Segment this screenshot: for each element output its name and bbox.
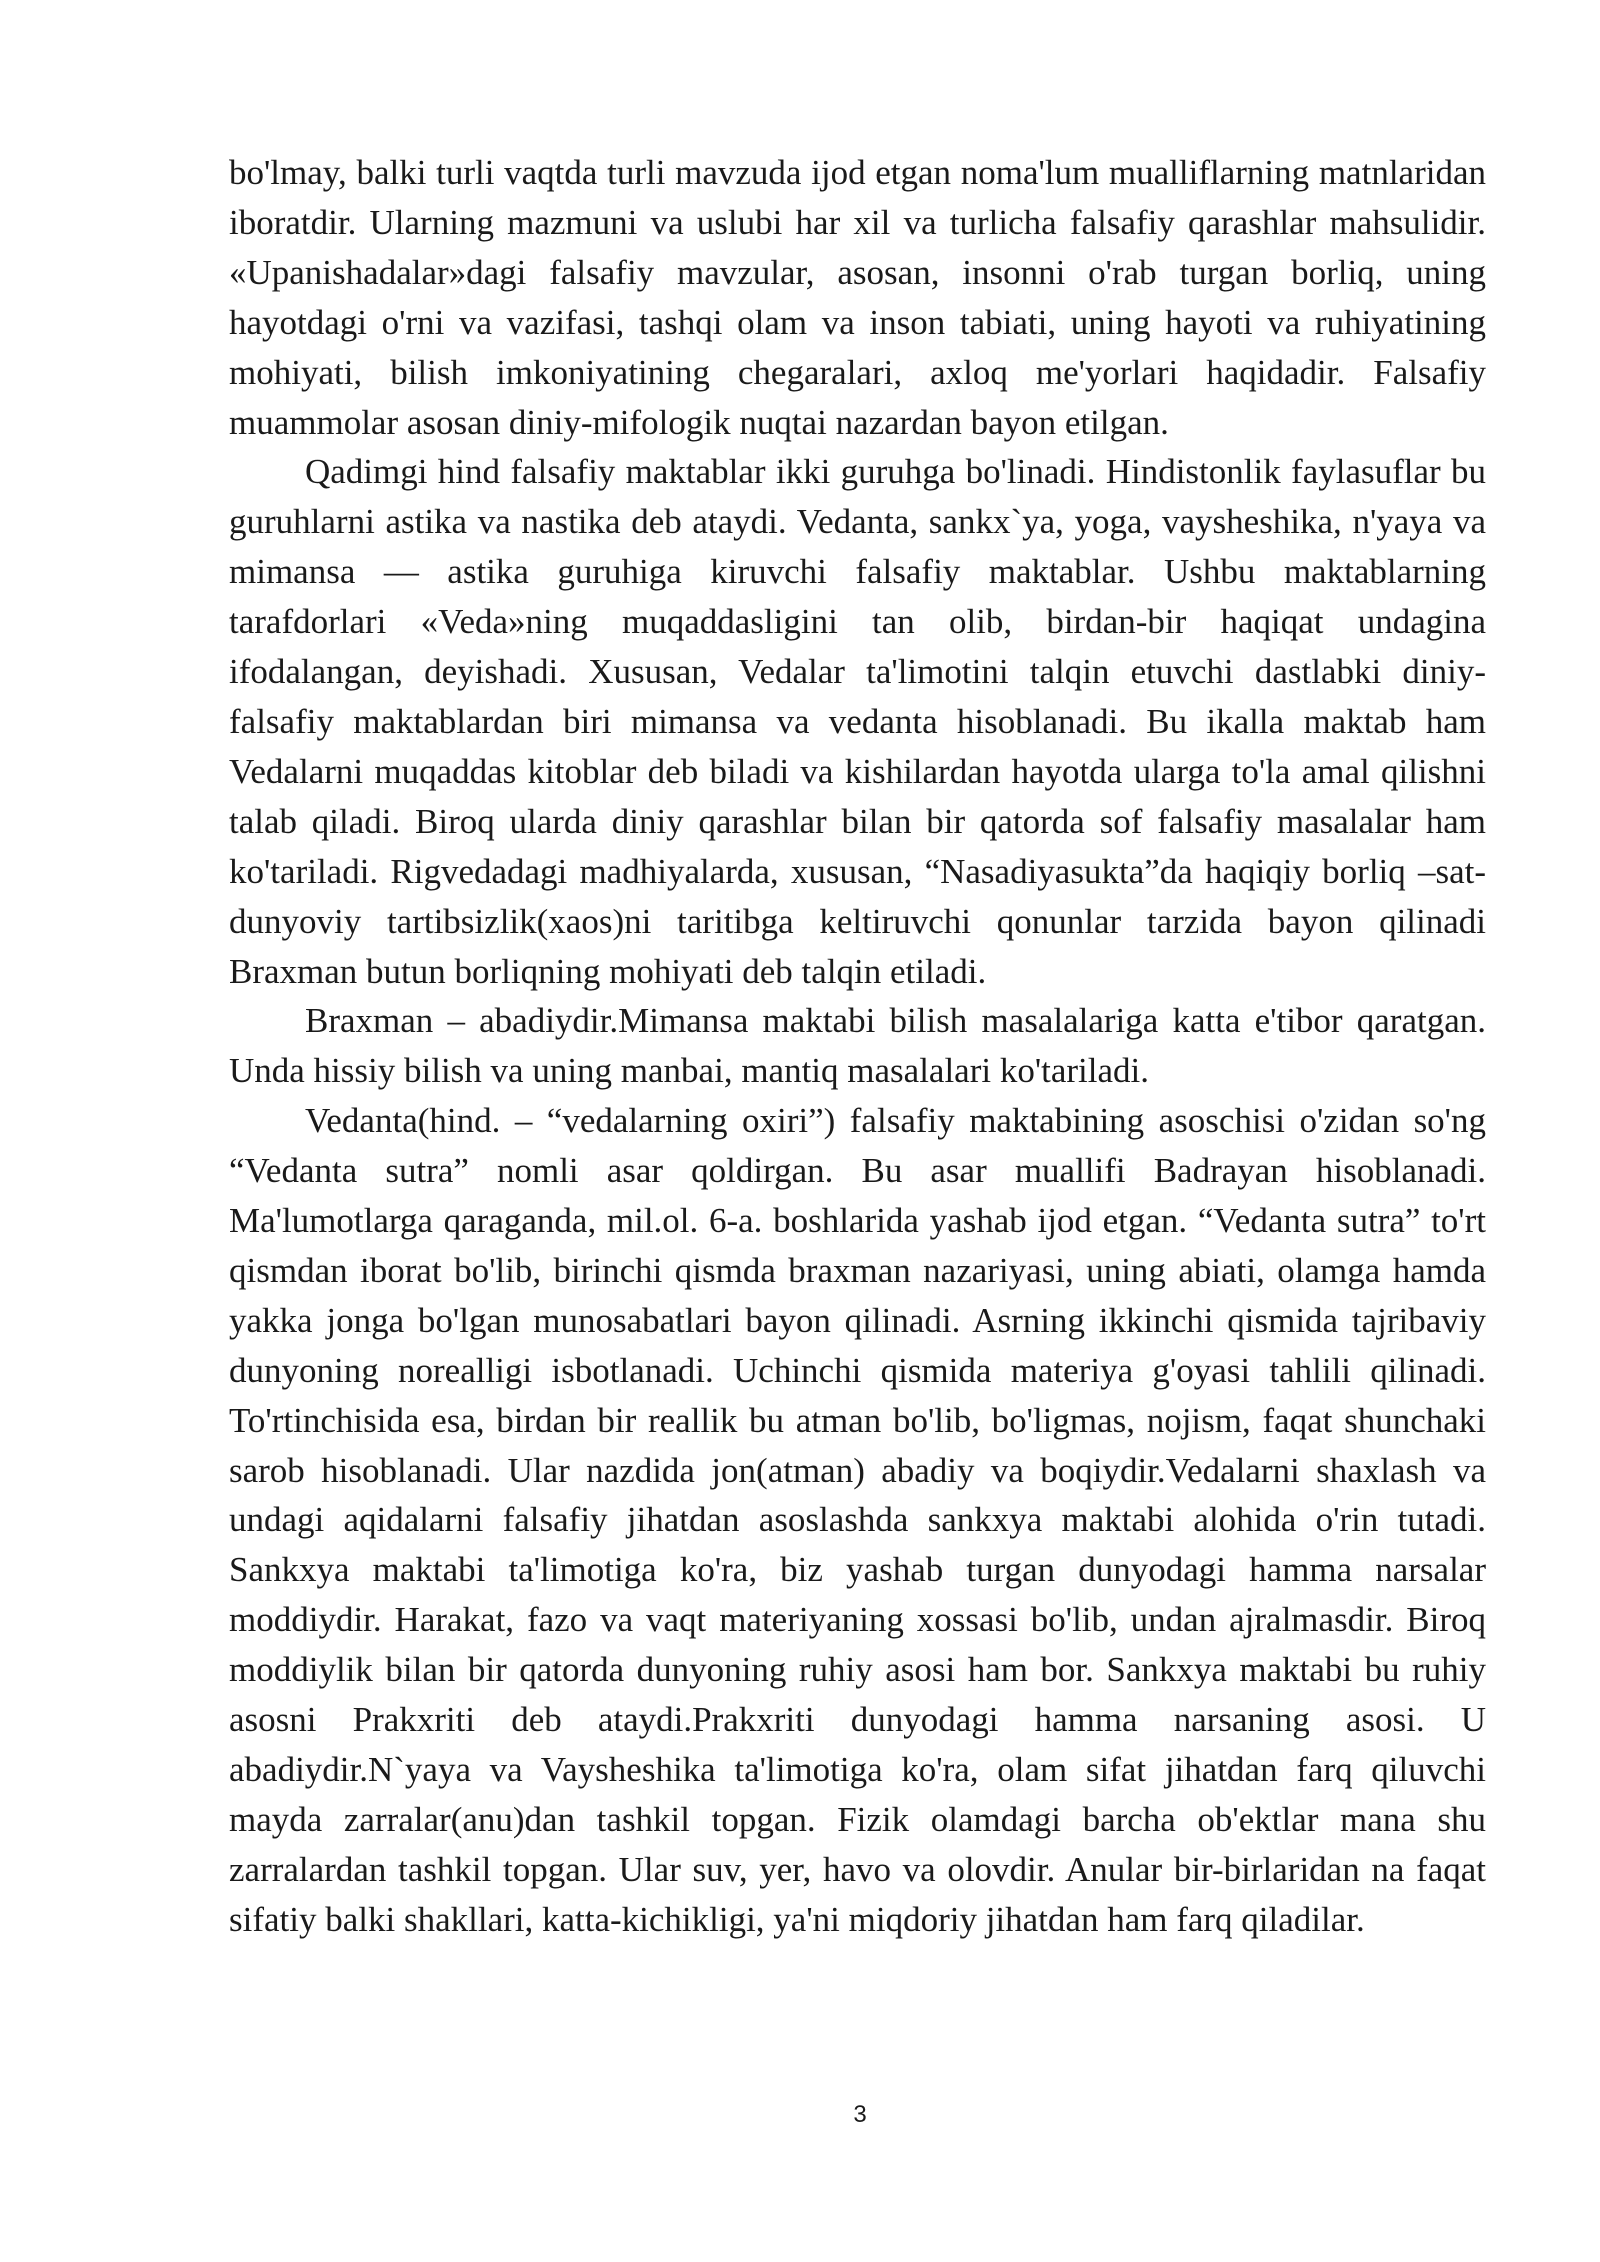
page-number: 3 bbox=[853, 2101, 867, 2128]
body-text bbox=[229, 148, 1486, 1945]
paragraph-hindu-schools: Qadimgi hind falsafiy maktablar ikki guruhga bo'linadi. Hindistonlik faylasuflar bu guruhlarni astika va nastika deb ataydi. Vedanta, sankx`ya, yoga, vaysheshika, n'yaya va mimansa — astika guruhiga kiruvchi falsafiy maktablar. Ushbu maktablarning tarafdorlari «Veda»ning muqaddasligini tan olib, birdan-bir haqiqat undagina ifodalangan, deyishadi. Xususan, Vedalar ta'limotini talqin etuvchi dastlabki diniy-falsafiy maktablardan biri mimansa va vedanta hisoblanadi. Bu ikalla maktab ham Vedalarni muqaddas kitoblar deb biladi va kishilardan hayotda ularga to'la amal qilishni talab qiladi. Biroq ularda diniy qarashlar bilan bir qatorda sof falsafiy masalalar ham ko'tariladi. Rigvedadagi madhiyalarda, xususan, “Nasadiyasukta”da haqiqiy borliq –sat-dunyoviy tartibsizlik(xaos)ni taritibga keltiruvchi qonunlar tarzida bayon qilinadi Braxman butun borliqning mohiyati deb talqin etiladi. bbox=[229, 452, 1486, 991]
paragraph-braxman: Braxman – abadiydir.Mimansa maktabi bilish masalalariga katta e'tibor qaratgan. Unda hissiy bilish va uning manbai, mantiq masalalari ko'tariladi. bbox=[229, 1001, 1486, 1091]
paragraph-vedanta: Vedanta(hind. – “vedalarning oxiri”) falsafiy maktabining asoschisi o'zidan so'ng “Vedanta sutra” nomli asar qoldirgan. Bu asar muallifi Badrayan hisoblanadi. Ma'lumotlarga qaraganda, mil.ol. 6-a. boshlarida yashab ijod etgan. “Vedanta sutra” to'rt qismdan iborat bo'lib, birinchi qismda braxman nazariyasi, uning abiati, olamga hamda yakka jonga bo'lgan munosabatlari bayon qilinadi. Asrning ikkinchi qismida tajribaviy dunyoning norealligi isbotlanadi. Uchinchi qismida materiya g'oyasi tahlili qilinadi. To'rtinchisida esa, birdan bir reallik bu atman bo'lib, bo'ligmas, nojism, faqat shunchaki sarob hisoblanadi. Ular nazdida jon(atman) abadiy va boqiydir.Vedalarni shaxlash va undagi aqidalarni falsafiy jihatdan asoslashda sankxya maktabi alohida o'rin tutadi. Sankxya maktabi ta'limotiga ko'ra, biz yashab turgan dunyodagi hamma narsalar moddiydir. Harakat, fazo va vaqt materiyaning xossasi bo'lib, undan ajralmasdir. Biroq moddiylik bilan bir qatorda dunyoning ruhiy asosi ham bor. Sankxya maktabi bu ruhiy asosni Prakxriti deb ataydi.Prakxriti dunyodagi hamma narsaning asosi. U abadiydir.N`yaya va Vaysheshika ta'limotiga ko'ra, olam sifat jihatdan farq qiluvchi mayda zarralar(anu)dan tashkil topgan. Fizik olamdagi barcha ob'ektlar mana shu zarralardan tashkil topgan. Ular suv, yer, havo va olovdir. Anular bir-birlaridan na faqat sifatiy balki shakllari, katta-kichikligi, ya'ni miqdoriy jihatdan ham farq qiladilar. bbox=[229, 1101, 1486, 1939]
paragraph-continuation: bo'lmay, balki turli vaqtda turli mavzuda ijod etgan noma'lum mualliflarning matnlaridan iboratdir. Ularning mazmuni va uslubi har xil va turlicha falsafiy qarashlar mahsulidir. «Upanishadalar»dagi falsafiy mavzular, asosan, insonni o'rab turgan borliq, uning hayotdagi o'rni va vazifasi, tashqi olam va inson tabiati, uning hayoti va ruhiyatining mohiyati, bilish imkoniyatining chegaralari, axloq me'yorlari haqidadir. Falsafiy muammolar asosan diniy-mifologik nuqtai nazardan bayon etilgan. bbox=[229, 153, 1486, 442]
